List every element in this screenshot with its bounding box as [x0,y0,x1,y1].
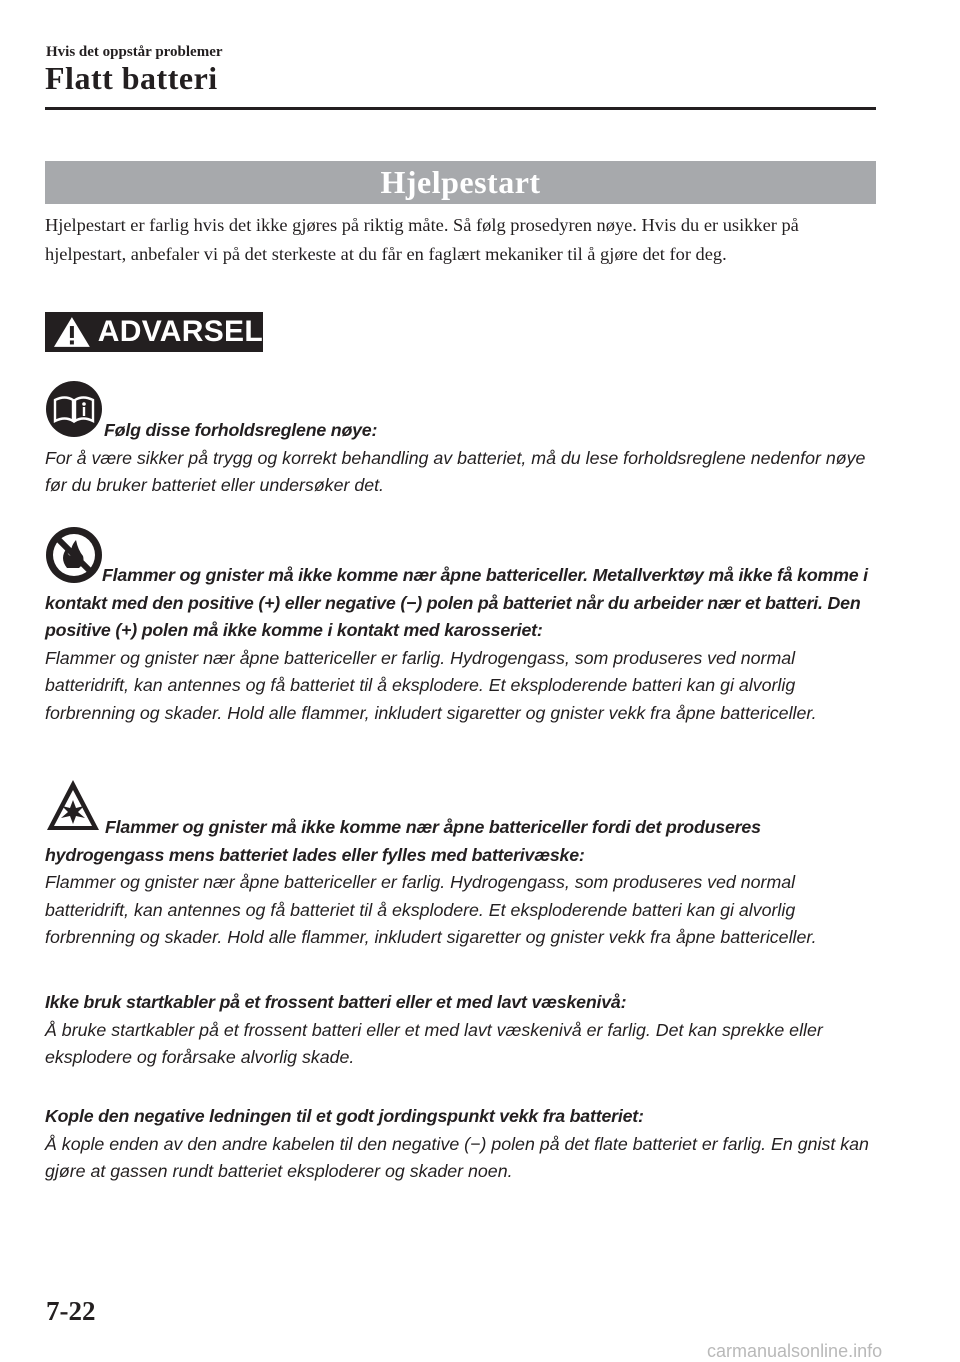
title-divider [45,107,876,110]
warning-triangle-icon [52,315,92,349]
warning-item [45,778,880,952]
warning-badge [45,312,263,352]
warning-body: Flammer og gnister nær åpne battericeller er farlig. Hydrogengass, som produseres ved normal batteridrift, kan antennes og få batteriet til å eksplodere. Et eksploderende batteri kan gi alvorlig forbrenning og skader. Hold alle flammer, inkludert sigaretter og gnister vekk fra åpne battericeller. [45,647,817,723]
warning-body: Å kople enden av den andre kabelen til den negative (−) polen på det flate batteriet er farlig. En gnist kan gjøre at gassen rundt batteriet eksploderer og skader noen. [45,1133,869,1181]
warning-heading: Kople den negative ledningen til et godt jordingspunkt vekk fra batteriet: [45,1106,644,1126]
watermark: carmanualsonline.info [707,1341,883,1361]
page-number: 7-22 [46,1296,96,1326]
warning-body: Flammer og gnister nær åpne battericeller er farlig. Hydrogengass, som produseres ved normal batteridrift, kan antennes og få batteriet til å eksplodere. Et eksploderende batteri kan gi alvorlig forbrenning og skader. Hold alle flammer, inkludert sigaretter og gnister vekk fra åpne battericeller. [45,872,817,947]
warning-item [45,380,880,500]
breadcrumb: Hvis det oppstår problemer [46,44,223,60]
manual-book-icon [45,380,103,438]
warning-heading: Følg disse forholdsreglene nøye: [104,420,378,440]
warning-item [45,989,880,1072]
warning-label: ADVARSEL [97,315,263,348]
page-title: Flatt batteri [45,60,218,96]
warning-body: Å bruke startkabler på et frossent batteri eller et med lavt væskenivå er farlig. Det kan sprekke eller eksplodere og forårsake alvorlig skade. [45,1019,823,1067]
no-flames-icon [45,526,103,584]
warning-item [45,1103,880,1186]
warning-item [45,526,880,727]
warning-heading: Flammer og gnister må ikke komme nær åpne battericeller fordi det produseres hydrogengass mens batteriet lades eller fylles med batterivæske: [45,817,761,865]
section-banner [45,161,876,204]
explosion-warning-icon [45,778,101,834]
section-heading: Hjelpestart [380,164,541,200]
warning-heading: Flammer og gnister må ikke komme nær åpne battericeller. Metallverktøy må ikke få komme i kontakt med den positive (+) eller negative (−) polen på batteriet når du arbeider nær et batteri. Den positive (+) polen må ikke komme i kontakt med karosseriet: [45,565,868,640]
warning-body: For å være sikker på trygg og korrekt behandling av batteriet, må du lese forholdsreglene nedenfor nøye før du bruker batteriet eller undersøker det. [45,447,866,495]
warning-heading: Ikke bruk startkabler på et frossent batteri eller et med lavt væskenivå: [45,992,627,1012]
intro-paragraph: Hjelpestart er farlig hvis det ikke gjøres på riktig måte. Så følg prosedyren nøye. Hvis du er usikker på hjelpestart, anbefaler vi på det sterkeste at du får en faglært mekaniker til å gjøre det for deg. [45,215,799,264]
